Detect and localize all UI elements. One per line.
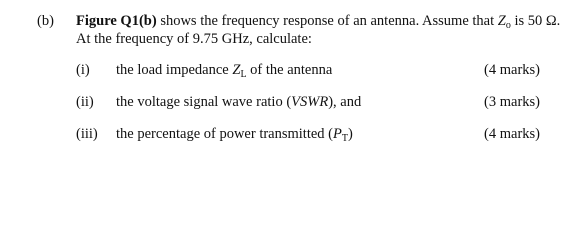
item-text-part: the load impedance [116, 62, 233, 78]
marks-label: (4 marks) [484, 126, 540, 142]
item-text-part: ) [347, 126, 353, 142]
intro-text-end: is 50 Ω. [510, 13, 561, 29]
part-label: (b) [37, 13, 54, 29]
item-number: (ii) [76, 94, 94, 110]
intro-line-2: At the frequency of 9.75 GHz, calculate: [76, 31, 312, 47]
item-number: (iii) [76, 126, 98, 142]
item-number: (i) [76, 62, 90, 78]
figure-reference: Figure Q1(b) [76, 13, 157, 29]
item-text-part: ), and [328, 94, 362, 110]
marks-label: (3 marks) [484, 94, 540, 110]
item-symbol: P [333, 126, 342, 142]
item-text-part: the percentage of power transmitted ( [116, 126, 334, 142]
item-text-part: of the antenna [246, 62, 333, 78]
intro-line-1 [76, 13, 560, 30]
item-text [116, 94, 361, 111]
item-text [116, 62, 332, 79]
item-subscript: T [341, 133, 348, 144]
z-subscript: o [505, 20, 511, 31]
item-subscript: L [240, 69, 247, 80]
item-symbol: VSWR [291, 94, 329, 110]
marks-label: (4 marks) [484, 62, 540, 78]
item-symbol: Z [232, 62, 241, 78]
item-text [116, 126, 353, 143]
intro-text: shows the frequency response of an antenna. Assume that [156, 13, 498, 29]
item-text-part: the voltage signal wave ratio ( [116, 94, 292, 110]
z-symbol: Z [497, 13, 506, 29]
